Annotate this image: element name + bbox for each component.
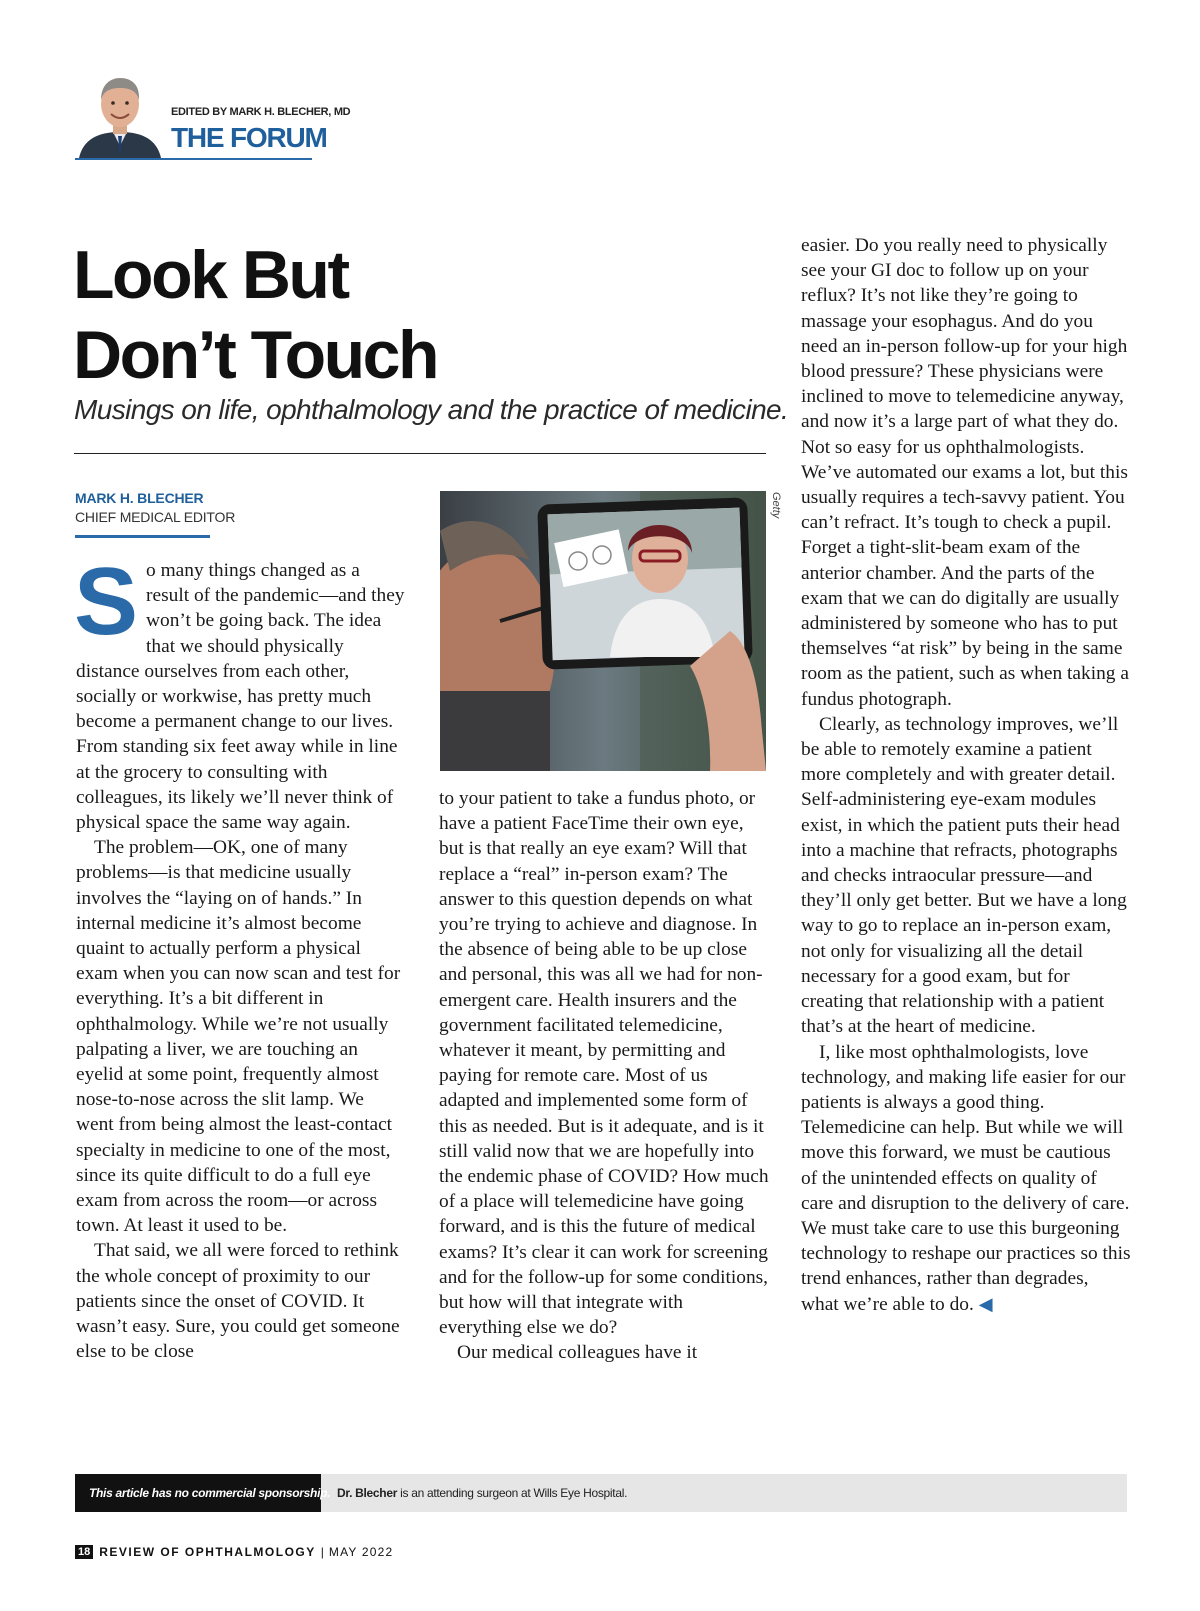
headline bbox=[73, 235, 633, 395]
issue-date: MAY 2022 bbox=[328, 1545, 394, 1559]
drop-cap: S bbox=[74, 548, 139, 655]
magazine-name: REVIEW OF OPHTHALMOLOGY bbox=[99, 1545, 316, 1559]
article-paragraph: Clearly, as technology improves, we’ll be able to remotely examine a patient more completely and with greater detail. Self-administering eye-exam modules exist, in which the patient puts their head into a machine that refracts, photographs and checks intraocular pressure—and they’ll only get better. But we have a long way to go to replace an in-person exam, not only for visualizing all the detail necessary for a good exam, but for creating that relationship with a patient that’s at the heart of medicine. bbox=[801, 713, 1127, 1038]
section-title: THE FORUM bbox=[171, 122, 327, 153]
photo-credit: Getty bbox=[770, 492, 782, 519]
paragraph-text: o many things changed as a result of the pandemic—and they won’t be going back. The idea that we should physically distance ourselves from each other, socially or workwise, has pretty much become a permanent change to our lives. From standing six feet away while in line at the grocery to consulting with colleagues, its likely we’ll never think of physical space the same way again. bbox=[76, 560, 405, 834]
telemedicine-photo-icon bbox=[440, 491, 766, 771]
paragraph-text: I, like most ophthalmologists, love technology, and making life easier for our patients is always a good thing. Telemedicine can help. But while we will move this forward, we must be cautious of the unintended effects on quality of care and disruption to the delivery of care. We must take care to use this burgeoning technology to reshape our practices so this trend enhances, rather than degrades, what we’re able to do. bbox=[801, 1041, 1131, 1315]
avatar bbox=[75, 70, 165, 158]
article-paragraph: to your patient to take a fundus photo, or have a patient FaceTime their own eye, but is that really an eye exam? Will that replace a “real” in-person exam? The answer to this question depends on what you’re trying to achieve and diagnose. In the absence of being able to be up close and personal, this was all we had for non-emergent care. Health insurers and the government facilitated telemedicine, whatever it meant, by permitting and paying for remote care. Most of us adapted and implemented some form of this as needed. But is it adequate, and is it still valid now that we are hopefully into the endemic phase of COVID? How much of a place will telemedicine have going forward, and is this the future of medical exams? It’s clear it can work for screening and for the follow-up for some conditions, but how will that integrate with everything else we do? bbox=[439, 788, 769, 1339]
article-paragraph: easier. Do you really need to physically see your GI doc to follow up on your reflux? It’s not like they’re going to massage your esophagus. And do you need an in-person follow-up for your high blood pressure? These physicians were inclined to move to telemedicine anyway, and now it’s a large part of what they do. Not so easy for us ophthalmologists. We’ve automated our exams a lot, but this usually requires a tech-savvy patient. You can’t refract. It’s tough to check a pupil. Forget a tight-slit-beam exam of the anterior chamber. And the parts of the exam that we can do digitally are usually administered by someone who has to put themselves “at risk” by being in the same room as the patient, such as when taking a fundus photograph. bbox=[801, 235, 1129, 710]
editor-portrait-icon bbox=[75, 70, 165, 158]
folio-separator: | bbox=[320, 1545, 324, 1559]
article-column-1 bbox=[74, 548, 406, 1365]
article-column-2 bbox=[439, 786, 769, 1366]
author-bio bbox=[329, 1474, 627, 1512]
article-paragraph: That said, we all were forced to rethink the whole concept of proximity to our patients since the onset of COVID. It wasn’t easy. Sure, you could get someone else to be close bbox=[76, 1240, 400, 1363]
deck: Musings on life, ophthalmology and the practice of medicine. bbox=[74, 394, 789, 425]
header-rule bbox=[75, 158, 312, 160]
footer-bar bbox=[75, 1474, 1127, 1512]
byline-name: MARK H. BLECHER bbox=[75, 490, 204, 506]
headline-line-2: Don’t Touch bbox=[73, 317, 438, 393]
edited-by-label: EDITED BY MARK H. BLECHER, MD bbox=[171, 106, 351, 118]
folio bbox=[75, 1545, 393, 1559]
headline-divider bbox=[74, 453, 766, 454]
article-paragraph: The problem—OK, one of many problems—is that medicine usually involves the “laying on of hands.” In internal medicine it’s almost become quaint to actually perform a physical exam when you can now scan and test for everything. It’s a bit different in ophthalmology. While we’re not usually palpating a liver, we are touching an eyelid at some point, frequently almost nose-to-nose across the slit lamp. We went from being almost the least-contact specialty in medicine to one of the most, since its quite difficult to do a full eye exam from across the room—or across town. At least it used to be. bbox=[76, 837, 401, 1237]
sponsorship-note: This article has no commercial sponsorship. bbox=[75, 1474, 321, 1512]
byline-rule bbox=[75, 535, 210, 538]
telemedicine-photo bbox=[440, 491, 766, 771]
article-paragraph bbox=[74, 548, 406, 835]
byline bbox=[75, 490, 245, 538]
article-paragraph: Our medical colleagues have it bbox=[457, 1342, 698, 1364]
headline-line-1: Look But bbox=[73, 237, 348, 313]
forum-header bbox=[75, 70, 351, 162]
article-paragraph bbox=[801, 1040, 1131, 1317]
author-bio-text: is an attending surgeon at Wills Eye Hospital. bbox=[397, 1486, 628, 1500]
page-number: 18 bbox=[75, 1545, 93, 1559]
end-mark-icon: ◀ bbox=[978, 1293, 993, 1314]
article-column-3 bbox=[801, 233, 1131, 1317]
author-bio-name: Dr. Blecher bbox=[337, 1486, 398, 1500]
byline-role: CHIEF MEDICAL EDITOR bbox=[75, 509, 236, 525]
